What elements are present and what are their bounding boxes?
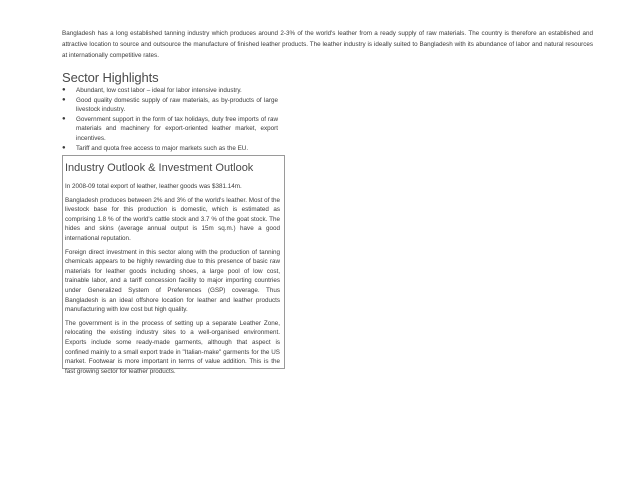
bullet-text: Abundant, low cost labor – ideal for labor intensive industry. <box>76 87 242 94</box>
outlook-paragraph: In 2008-09 total export of leather, leather goods was $381.14m. <box>65 183 242 190</box>
outlook-paragraph: The government is in the process of setting up a separate Leather Zone, relocating the existing industry sites to a well-organised environment. Exports include some ready-made garments, although that aspect is confined mainly to a small export trade in "Italian-make" garments for the US market. Footwear is more important in terms of value addition. This is the fast growing sector for leather products. <box>65 319 280 375</box>
bullet-text: Government support in the form of tax holidays, duty free imports of raw materials and machinery for export-oriented leather market, export incentives. <box>76 115 278 142</box>
list-item <box>62 115 278 144</box>
intro-paragraph: Bangladesh has a long established tanning industry which produces around 2-3% of the world's leather from a ready supply of raw materials. The country is therefore an established and attractive location to source and outsource the manufacture of finished leather products. The leather industry is ideally suited to Bangladesh with its abundance of labor and natural resources at internationally competitive rates. <box>62 30 593 59</box>
bullet-icon: ● <box>62 115 66 122</box>
outlook-body <box>65 182 280 380</box>
outlook-paragraph: Bangladesh produces between 2% and 3% of the world's leather. Most of the livestock base for this production is domestic, which is estimated as comprising 1.8 % of the world's cattle stock and 3.7 % of the goat stock. The hides and skins (average annual output is 15m sq.m.) have a good international reputation. <box>65 196 280 242</box>
sector-highlights-list <box>62 86 278 153</box>
list-item <box>62 86 278 96</box>
sector-highlights-heading: Sector Highlights <box>62 70 159 85</box>
list-item <box>62 144 278 154</box>
bullet-text: Good quality domestic supply of raw materials, as by-products of large livestock industry. <box>76 96 278 114</box>
bullet-icon: ● <box>62 144 66 151</box>
outlook-heading: Industry Outlook & Investment Outlook <box>65 162 254 174</box>
bullet-icon: ● <box>62 87 66 93</box>
bullet-icon: ● <box>62 96 66 103</box>
list-item <box>62 96 278 115</box>
bullet-text: Tariff and quota free access to major markets such as the EU. <box>76 144 249 152</box>
outlook-paragraph: Foreign direct investment in this sector along with the production of tanning chemicals appears to be highly rewarding due to this presence of basic raw materials for leather goods including shoes, a large pool of low cost, trainable labor, and a tariff concession facility to major importing countries under Generalized System of Preferences (GSP) coverage. Thus Bangladesh is an ideal offshore location for leather and leather products manufacturing with low cost but high quality. <box>65 248 280 314</box>
